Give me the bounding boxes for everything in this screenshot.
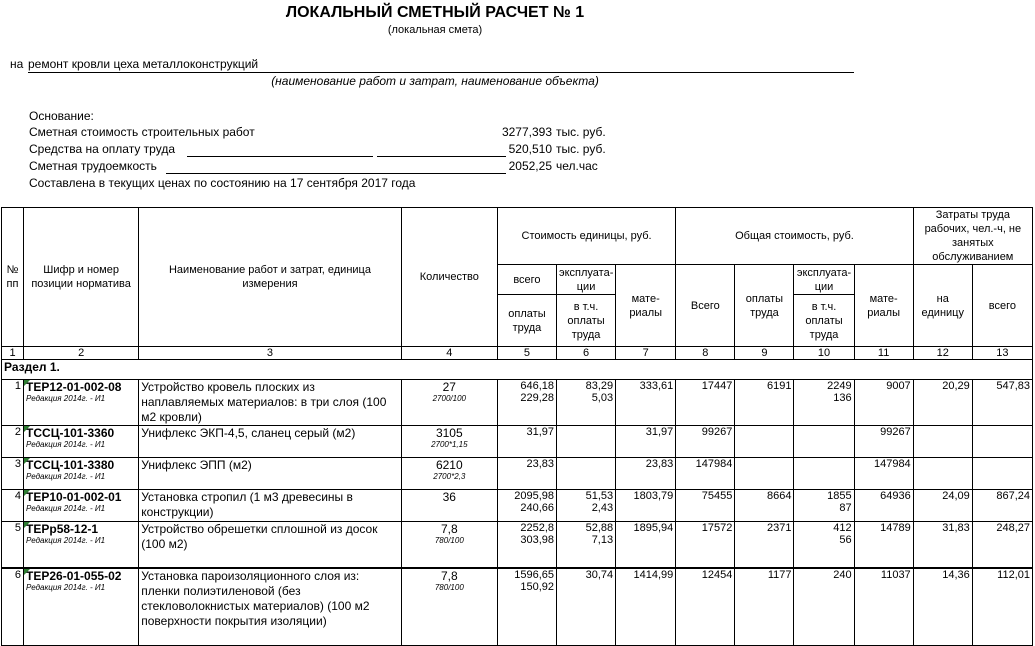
estimate-table: [1, 207, 1033, 646]
cell: 14,36: [913, 568, 972, 646]
wages-underline-1: [187, 142, 373, 157]
cell-line: 2252,8: [520, 522, 554, 534]
quantity-cell: [401, 522, 497, 568]
work-name: Унифлекс ЭПП (м2): [139, 458, 401, 490]
cell-line: 150,92: [520, 580, 554, 593]
table-row: [2, 490, 1033, 522]
quantity: 7,8: [440, 522, 458, 536]
cell: [735, 426, 794, 458]
row-number: 4: [2, 490, 24, 522]
cell-line: 7,13: [591, 534, 614, 546]
object-caption: (наименование работ и затрат, наименование объекта): [271, 74, 599, 88]
cell-line: 2249: [827, 380, 852, 392]
quantity: 7,8: [440, 568, 458, 583]
cell: [557, 568, 616, 646]
quantity-cell: [401, 426, 497, 458]
column-number: 4: [401, 347, 497, 360]
norm-code: ТЕР26-01-055-02: [26, 568, 122, 583]
cell: [557, 522, 616, 568]
cost-unit: тыс. руб.: [556, 125, 606, 139]
quantity: 3105: [435, 426, 463, 440]
cell-line: 229,28: [520, 392, 554, 404]
cell: 248,27: [972, 522, 1032, 568]
norm-code: ТССЦ-101-3360: [26, 426, 115, 440]
wages-value: 520,510: [508, 142, 552, 156]
column-number: 9: [735, 347, 794, 360]
cell: [497, 458, 556, 490]
cell-line: 2095,98: [514, 490, 554, 502]
cell: 99267: [676, 426, 735, 458]
document-title: ЛОКАЛЬНЫЙ СМЕТНЫЙ РАСЧЕТ № 1: [285, 4, 585, 21]
cell-line: 30,74: [585, 568, 614, 581]
header-labor: Затраты труда рабочих, чел.-ч, не занятых обслуживанием: [913, 208, 1032, 265]
cell: [794, 568, 854, 646]
cell: [497, 568, 556, 646]
norm-code-cell: [24, 426, 139, 458]
table-row: [2, 380, 1033, 426]
cell-line: 83,29: [585, 380, 614, 392]
cell: 112,01: [972, 568, 1032, 646]
edition: Редакция 2014г. - И1: [26, 472, 106, 481]
cell: [497, 522, 556, 568]
norm-code: ТЕР12-01-002-08: [26, 380, 122, 394]
header-t-materials: мате-риалы: [854, 265, 913, 347]
labor-unit: чел.час: [556, 159, 598, 173]
column-number: 5: [497, 347, 556, 360]
basis-label: Основание:: [29, 109, 94, 123]
norm-code-cell: [24, 490, 139, 522]
header-t-expl-incl: в т.ч. оплаты труда: [794, 295, 854, 347]
quantity-cell: [401, 568, 497, 646]
cell-line: 303,98: [520, 534, 554, 546]
labor-label: Сметная трудоемкость: [29, 159, 157, 173]
cell: [557, 426, 616, 458]
work-name: Установка пароизоляционного слоя из: пленки полиэтиленовой (без стекловолокнистых материалов) (100 м2 поверхности покрытия изоляции): [139, 568, 401, 646]
quantity-cell: [401, 490, 497, 522]
edition: Редакция 2014г. - И1: [26, 394, 106, 403]
cell: [972, 426, 1032, 458]
header-u-expl-incl: в т.ч. оплаты труда: [557, 295, 616, 347]
cell: [735, 458, 794, 490]
column-number: 1: [2, 347, 24, 360]
cell: [794, 522, 854, 568]
column-number: 7: [616, 347, 676, 360]
cell-line: 240,66: [520, 502, 554, 514]
header-u-total: всего: [497, 265, 556, 295]
header-t-wages: оплаты труда: [735, 265, 794, 347]
object-prefix: на: [10, 57, 24, 71]
document-subtitle: (локальная смета): [387, 24, 483, 36]
labor-underline: [166, 159, 506, 174]
cell: 1414,99: [616, 568, 676, 646]
cell-line: 87: [839, 502, 852, 514]
cell: 24,09: [913, 490, 972, 522]
row-number: 3: [2, 458, 24, 490]
cell: 8664: [735, 490, 794, 522]
cell: 31,97: [616, 426, 676, 458]
cell: [497, 380, 556, 426]
cell: 64936: [854, 490, 913, 522]
cell: 23,83: [616, 458, 676, 490]
cell-line: 136: [833, 392, 852, 404]
row-number: 6: [2, 568, 24, 646]
cell: 17447: [676, 380, 735, 426]
cell: [794, 380, 854, 426]
cell-line: 240: [833, 568, 852, 581]
header-unit-cost: Стоимость единицы, руб.: [497, 208, 675, 265]
cell: 75455: [676, 490, 735, 522]
norm-code: ТЕРр58-12-1: [26, 522, 99, 536]
work-name: Устройство обрешетки сплошной из досок (100 м2): [139, 522, 401, 568]
cell-line: 646,18: [520, 380, 554, 392]
cell-line: 2,43: [591, 502, 614, 514]
edition: Редакция 2014г. - И1: [26, 582, 106, 592]
cell: 147984: [676, 458, 735, 490]
cell: [557, 490, 616, 522]
column-number: 11: [854, 347, 913, 360]
quantity-formula: 780/100: [434, 536, 464, 545]
cell-line: 412: [833, 522, 852, 534]
cell: [794, 458, 854, 490]
quantity: 27: [442, 380, 456, 394]
cell: 11037: [854, 568, 913, 646]
quantity: 36: [442, 490, 456, 504]
cell-line: 31,97: [526, 426, 554, 438]
table-row: [2, 458, 1033, 490]
cell: [794, 490, 854, 522]
cell: 1803,79: [616, 490, 676, 522]
cell: [913, 458, 972, 490]
edition: Редакция 2014г. - И1: [26, 440, 106, 449]
cell: 99267: [854, 426, 913, 458]
quantity-cell: [401, 380, 497, 426]
cost-label: Сметная стоимость строительных работ: [29, 125, 255, 139]
cell: 20,29: [913, 380, 972, 426]
norm-code-cell: [24, 568, 139, 646]
header-total-cost: Общая стоимость, руб.: [676, 208, 913, 265]
norm-code: ТССЦ-101-3380: [26, 458, 115, 472]
header-u-expl: эксплуата-ции: [557, 265, 616, 295]
wages-label: Средства на оплату труда: [29, 142, 175, 156]
column-number: 2: [24, 347, 139, 360]
cell: 1177: [735, 568, 794, 646]
edition: Редакция 2014г. - И1: [26, 536, 106, 545]
row-number: 1: [2, 380, 24, 426]
section-title: Раздел 1.: [2, 360, 1033, 380]
table-row: [2, 522, 1033, 568]
cell-line: 5,03: [591, 392, 614, 404]
cell: 31,83: [913, 522, 972, 568]
cell-line: 56: [839, 534, 852, 546]
object-name: ремонт кровли цеха металлоконструкций: [28, 57, 854, 73]
cell: [497, 426, 556, 458]
cell: 12454: [676, 568, 735, 646]
column-number: 6: [557, 347, 616, 360]
cell-line: 52,88: [585, 522, 614, 534]
header-l-unit: на единицу: [913, 265, 972, 347]
cell: [557, 458, 616, 490]
column-number: 8: [676, 347, 735, 360]
cell-line: 1855: [827, 490, 852, 502]
cell: [497, 490, 556, 522]
column-number: 13: [972, 347, 1032, 360]
norm-code: ТЕР10-01-002-01: [26, 490, 122, 504]
norm-code-cell: [24, 380, 139, 426]
column-number-row: [2, 347, 1033, 360]
table-row: [2, 568, 1033, 646]
cell: 14789: [854, 522, 913, 568]
quantity-formula: 2700*2,3: [433, 472, 466, 481]
labor-value: 2052,25: [508, 159, 552, 173]
cell: 6191: [735, 380, 794, 426]
quantity-formula: 780/100: [434, 582, 464, 592]
quantity: 6210: [435, 458, 463, 472]
cell-line: 51,53: [585, 490, 614, 502]
cell: 147984: [854, 458, 913, 490]
norm-code-cell: [24, 458, 139, 490]
header-l-all: всего: [972, 265, 1032, 347]
cell: 2371: [735, 522, 794, 568]
work-name: Установка стропил (1 м3 древесины в конструкции): [139, 490, 401, 522]
cost-value: 3277,393: [501, 125, 552, 139]
cell: [913, 426, 972, 458]
column-number: 10: [794, 347, 854, 360]
column-number: 12: [913, 347, 972, 360]
row-number: 5: [2, 522, 24, 568]
cell: 17572: [676, 522, 735, 568]
work-name: Унифлекс ЭКП-4,5, сланец серый (м2): [139, 426, 401, 458]
header-u-wages: оплаты труда: [497, 295, 556, 347]
header-code: Шифр и номер позиции норматива: [24, 208, 139, 347]
cell-line: 1596,65: [514, 568, 554, 581]
cell: 867,24: [972, 490, 1032, 522]
cell: 1895,94: [616, 522, 676, 568]
cell: [794, 426, 854, 458]
work-name: Устройство кровель плоских из наплавляемых материалов: в три слоя (100 м2 кровли): [139, 380, 401, 426]
edition: Редакция 2014г. - И1: [26, 504, 106, 513]
header-u-materials: мате-риалы: [616, 265, 676, 347]
cell: [972, 458, 1032, 490]
cell: 9007: [854, 380, 913, 426]
table-row: [2, 426, 1033, 458]
quantity-formula: 2700*1,15: [431, 440, 468, 449]
row-number: 2: [2, 426, 24, 458]
column-number: 3: [139, 347, 401, 360]
cell: 547,83: [972, 380, 1032, 426]
cell: 333,61: [616, 380, 676, 426]
prices-note: Составлена в текущих ценах по состоянию на 17 сентября 2017 года: [29, 176, 416, 190]
header-t-total: Всего: [676, 265, 735, 347]
header-qty: Количество: [401, 208, 497, 347]
cell: [557, 380, 616, 426]
header-name: Наименование работ и затрат, единица измерения: [139, 208, 401, 347]
cell-line: 23,83: [526, 458, 554, 470]
quantity-formula: 2700/100: [432, 394, 466, 403]
wages-unit: тыс. руб.: [556, 142, 606, 156]
header-no: № пп: [2, 208, 24, 347]
norm-code-cell: [24, 522, 139, 568]
quantity-cell: [401, 458, 497, 490]
header-t-expl: эксплуата-ции: [794, 265, 854, 295]
